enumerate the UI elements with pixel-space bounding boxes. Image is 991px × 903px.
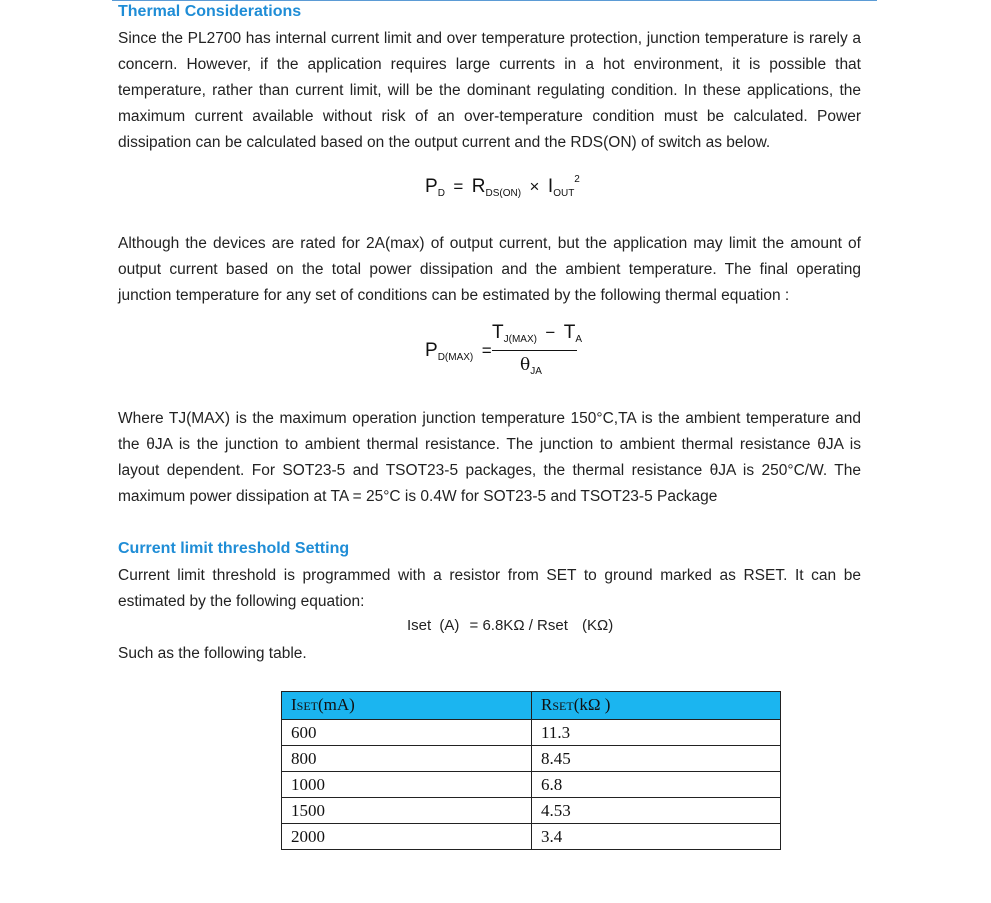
iset-equation: Iset (A) = 6.8KΩ / Rset (KΩ) — [407, 617, 614, 634]
rset-cell: 11.3 — [532, 720, 781, 746]
rset-cell: 8.45 — [532, 746, 781, 772]
current-limit-paragraph-2: Such as the following table. — [118, 645, 307, 662]
fraction-denominator: $\theta_{JA}$ — [520, 355, 542, 377]
iset-cell: 2000 — [282, 824, 532, 850]
fraction-bar — [492, 350, 577, 351]
iset-cell: 1000 — [282, 772, 532, 798]
max-power-equation-lhs: $P_{D(MAX)}$ = — [425, 340, 492, 363]
rset-cell: 6.8 — [532, 772, 781, 798]
current-limit-paragraph-1: Current limit threshold is programmed with a resistor from SET to ground marked as RSET. It can be estimated by the following equation: — [118, 567, 861, 610]
table-row — [282, 746, 781, 772]
table-row — [282, 772, 781, 798]
table-row — [282, 824, 781, 850]
table-header-row — [282, 692, 781, 720]
thermal-heading: Thermal Considerations — [118, 3, 302, 20]
table-row — [282, 720, 781, 746]
current-limit-heading: Current limit threshold Setting — [118, 540, 350, 557]
rset-cell: 3.4 — [532, 824, 781, 850]
thermal-paragraph-1: Since the PL2700 has internal current limit and over temperature protection, junction temperature is rarely a concern. However, if the application requires large currents in a hot environment, it is possible that temperature, rather than current limit, will be the dominant regulating condition. In these applications, the maximum current available without risk of an over-temperature condition must be calculated. Power dissipation can be calculated based on the output current and the RDS(ON) of switch as below. — [118, 30, 861, 151]
table-row — [282, 798, 781, 824]
rset-cell: 4.53 — [532, 798, 781, 824]
iset-cell: 800 — [282, 746, 532, 772]
iset-cell: 600 — [282, 720, 532, 746]
power-dissipation-equation: $P_D = R_{DS(ON)} \times I_{OUT}^2$ — [425, 174, 580, 199]
iset-column-header: ISET(mA) — [282, 692, 532, 720]
thermal-paragraph-2: Although the devices are rated for 2A(max) of output current, but the application may limit the amount of output current based on the total power dissipation and the ambient temperature. The final operating junction temperature for any set of conditions can be estimated by the following thermal equation : — [118, 235, 861, 304]
iset-rset-table — [281, 691, 781, 850]
fraction-numerator: $T_{J(MAX)} - T_A$ — [492, 322, 583, 345]
top-rule — [112, 0, 877, 1]
rset-column-header: RSET(kΩ ) — [532, 692, 781, 720]
iset-cell: 1500 — [282, 798, 532, 824]
thermal-paragraph-3: Where TJ(MAX) is the maximum operation junction temperature 150°C,TA is the ambient temperature and the θJA is the junction to ambient thermal resistance. The junction to ambient thermal resistance θJA is layout dependent. For SOT23-5 and TSOT23-5 packages, the thermal resistance θJA is 250°C/W. The maximum power dissipation at TA = 25°C is 0.4W for SOT23-5 and TSOT23-5 Package — [118, 410, 861, 505]
